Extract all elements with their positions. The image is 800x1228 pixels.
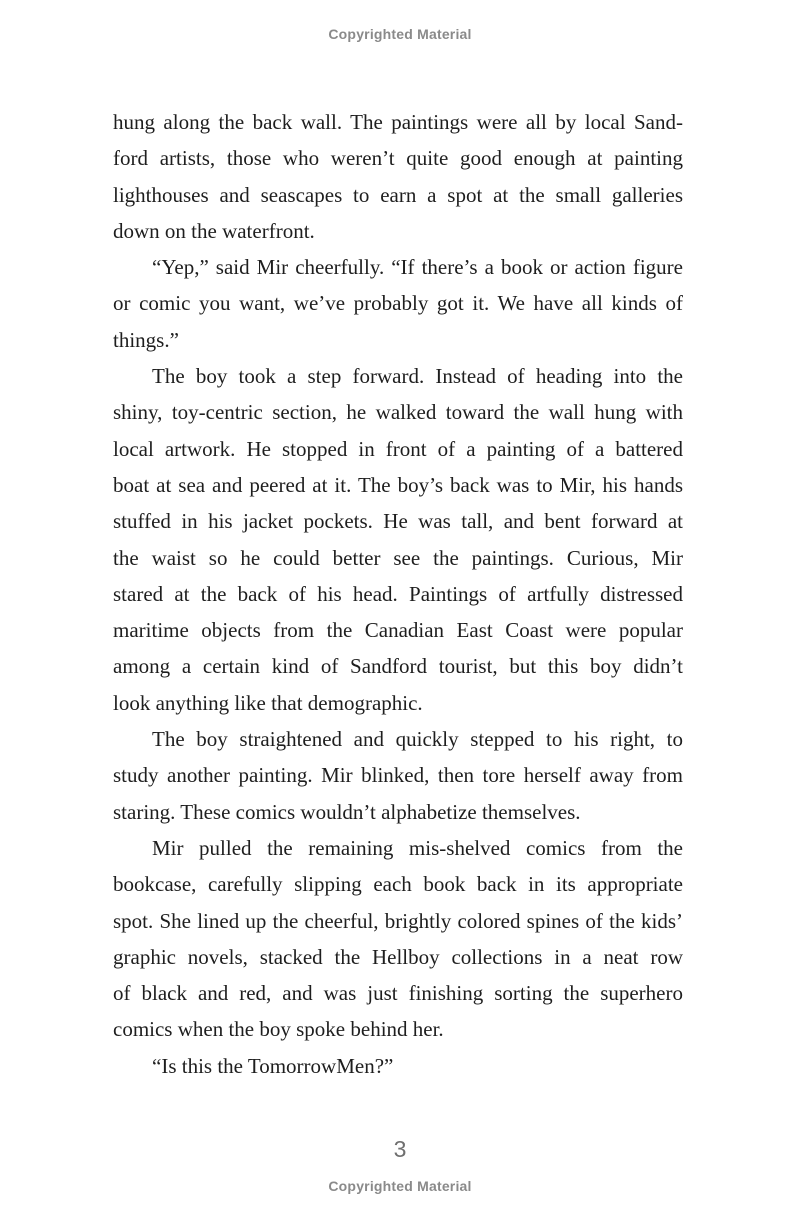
text-line: maritime objects from the Canadian East Coast were popular (113, 618, 683, 643)
text-line: down on the waterfront. (113, 218, 315, 243)
copyright-notice-top: Copyrighted Material (328, 26, 472, 42)
paragraph (113, 721, 683, 830)
text-line: among a certain kind of Sandford tourist, but this boy didn’t (113, 654, 683, 679)
text-line: graphic novels, stacked the Hellboy collections in a neat row (113, 944, 683, 969)
paragraph (113, 104, 683, 249)
text-line: ford artists, those who weren’t quite good enough at painting (113, 146, 683, 171)
text-line: spot. She lined up the cheerful, brightly colored spines of the kids’ (113, 908, 683, 933)
text-line: comics when the boy spoke behind her. (113, 1017, 444, 1042)
paragraph (113, 1048, 683, 1084)
text-line: stuffed in his jacket pockets. He was tall, and bent forward at (113, 509, 683, 534)
page-number: 3 (393, 1136, 407, 1162)
paragraph (113, 830, 683, 1048)
text-line: the waist so he could better see the paintings. Curious, Mir (113, 545, 683, 570)
text-line: staring. These comics wouldn’t alphabetize themselves. (113, 799, 581, 824)
text-line: boat at sea and peered at it. The boy’s back was to Mir, his hands (113, 472, 683, 497)
text-line: stared at the back of his head. Paintings of artfully distressed (113, 581, 683, 606)
text-line: of black and red, and was just finishing sorting the superhero (113, 981, 683, 1006)
text-line: The boy took a step forward. Instead of heading into the (152, 364, 683, 389)
text-line: bookcase, carefully slipping each book back in its appropriate (113, 872, 683, 897)
text-line: “Yep,” said Mir cheerfully. “If there’s a book or action figure (152, 255, 683, 280)
paragraph (113, 358, 683, 721)
text-line: local artwork. He stopped in front of a painting of a battered (113, 436, 683, 461)
text-line: hung along the back wall. The paintings were all by local Sand- (113, 110, 683, 134)
text-line: shiny, toy-centric section, he walked toward the wall hung with (113, 400, 683, 425)
paragraph (113, 249, 683, 358)
text-line: The boy straightened and quickly stepped to his right, to (152, 727, 683, 752)
copyright-notice-bottom: Copyrighted Material (328, 1178, 472, 1194)
text-line: study another painting. Mir blinked, then tore herself away from (113, 763, 683, 788)
text-line: “Is this the TomorrowMen?” (152, 1053, 394, 1078)
body-text (113, 104, 683, 1084)
text-line: lighthouses and seascapes to earn a spot at the small galleries (113, 182, 683, 207)
text-line: or comic you want, we’ve probably got it. We have all kinds of (113, 291, 683, 316)
text-line: look anything like that demographic. (113, 690, 423, 715)
text-line: Mir pulled the remaining mis-shelved comics from the (152, 835, 683, 860)
text-line: things.” (113, 327, 179, 352)
